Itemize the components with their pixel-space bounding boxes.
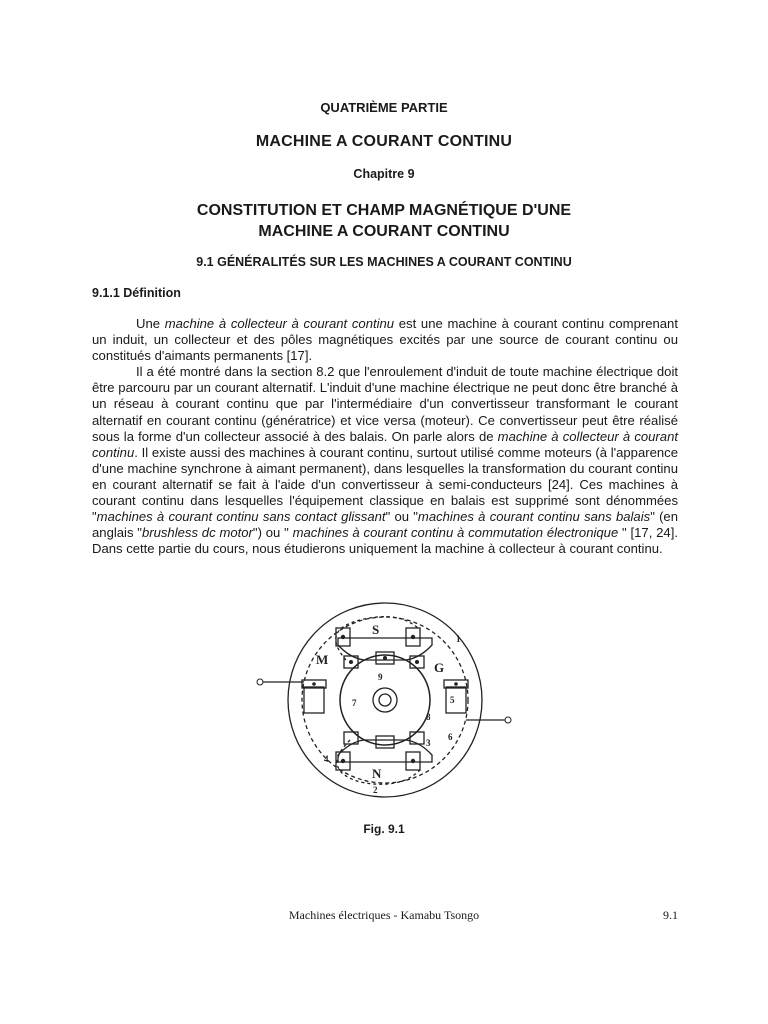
label-1: 1 bbox=[456, 634, 461, 644]
paragraph-1 bbox=[92, 316, 678, 364]
p2-term-5: machines à courant continu à commutation électronique bbox=[292, 525, 619, 541]
commutator bbox=[373, 688, 397, 712]
compole-dot-2 bbox=[454, 682, 458, 686]
label-5: 5 bbox=[450, 695, 455, 705]
chapter-title-line2: MACHINE A COURANT CONTINU bbox=[258, 223, 510, 240]
p2-term-4: brushless dc motor bbox=[141, 525, 253, 541]
p1-text-2: est une machine à courant continu comprenant un induit, un collecteur et des pôles magnétiques excités par une source de courant continu ou constitués d'aimants permanents [17]. bbox=[92, 316, 678, 364]
p2-text-3: " ou " bbox=[385, 509, 418, 525]
compole-left bbox=[304, 687, 324, 713]
p1-term: machine à collecteur à courant continu bbox=[164, 316, 395, 331]
label-4: 4 bbox=[324, 754, 329, 764]
p2-term-2: machines à courant continu sans contact glissant bbox=[96, 509, 386, 525]
chapter-title bbox=[0, 200, 768, 242]
coil-dot-1 bbox=[341, 635, 345, 639]
p2-text-5: ") ou " bbox=[252, 525, 293, 541]
pole-north bbox=[338, 740, 432, 762]
label-s: S bbox=[372, 622, 380, 637]
coil-dot-2 bbox=[411, 635, 415, 639]
conductor-dot-1 bbox=[349, 660, 353, 664]
conductor-dot-2 bbox=[383, 656, 387, 660]
section-title: 9.1 GÉNÉRALITÉS SUR LES MACHINES A COURANT CONTINU bbox=[196, 255, 572, 269]
label-m: M bbox=[316, 652, 329, 667]
dc-machine-diagram bbox=[250, 600, 520, 804]
label-g: G bbox=[434, 660, 445, 675]
terminal-left bbox=[257, 679, 263, 685]
chapter-title-line1: CONSTITUTION ET CHAMP MAGNÉTIQUE D'UNE bbox=[196, 202, 572, 219]
label-9: 9 bbox=[378, 672, 383, 682]
label-6: 6 bbox=[448, 732, 453, 742]
footer-title: Machines électriques - Kamabu Tsongo bbox=[288, 908, 480, 922]
p2-term-1: machine à collecteur à courant continu bbox=[92, 428, 678, 460]
p2-text-4: " (en anglais " bbox=[92, 509, 678, 541]
p2-text-1: Il a été montré dans la section 8.2 que l'enroulement d'induit de toute machine électrique doit être parcouru par un courant alternatif. L'induit d'une machine électrique ne peut donc être branché à un réseau à courant continu que par l'intermédiaire d'un convertisseur transformant le courant alternatif en courant continu (génératrice) et vice versa (moteur). Ce convertisseur peut être réalisé sous la forme d'un collecteur associé à des balais. On parle alors de bbox=[92, 364, 678, 444]
p2-text-2: . Il existe aussi des machines à courant continu, surtout utilisé comme moteurs (à l'apparence d'une machine synchrone à aimant permanent), dans lesquelles la transformation du courant continu en courant alternatif se fait à l'aide d'un convertisseur à semi-conducteurs [24]. Ces machines à courant continu dans lesquelles l'équipement classique en balais est supprimé sont dénommées " bbox=[92, 444, 678, 525]
armature-slot-6 bbox=[410, 732, 424, 744]
subsection-title: 9.1.1 Définition bbox=[92, 286, 181, 300]
coil-dot-3 bbox=[341, 759, 345, 763]
page-number: 9.1 bbox=[663, 908, 678, 922]
label-2: 2 bbox=[373, 785, 378, 795]
p2-text-6: " [17, 24]. Dans cette partie du cours, nous étudierons uniquement la machine à collecteur à courant continu. bbox=[92, 525, 678, 557]
label-3: 3 bbox=[426, 738, 431, 748]
p1-text-1: Une bbox=[136, 316, 165, 331]
paragraph-2 bbox=[92, 364, 678, 557]
label-8: 8 bbox=[426, 712, 431, 722]
figure-caption: Fig. 9.1 bbox=[363, 822, 405, 836]
compole-right bbox=[446, 687, 466, 713]
p2-term-3: machines à courant continu sans balais bbox=[417, 509, 651, 525]
compole-dot-1 bbox=[312, 682, 316, 686]
conductor-dot-3 bbox=[415, 660, 419, 664]
body-text bbox=[92, 316, 678, 557]
terminal-right bbox=[505, 717, 511, 723]
coil-dot-4 bbox=[411, 759, 415, 763]
chapter-label: Chapitre 9 bbox=[353, 167, 415, 181]
label-n: N bbox=[372, 766, 382, 781]
shaft bbox=[379, 694, 391, 706]
main-title: MACHINE A COURANT CONTINU bbox=[255, 133, 513, 150]
armature-slot-5 bbox=[376, 736, 394, 748]
part-label: QUATRIÈME PARTIE bbox=[320, 100, 448, 115]
label-7: 7 bbox=[352, 698, 357, 708]
